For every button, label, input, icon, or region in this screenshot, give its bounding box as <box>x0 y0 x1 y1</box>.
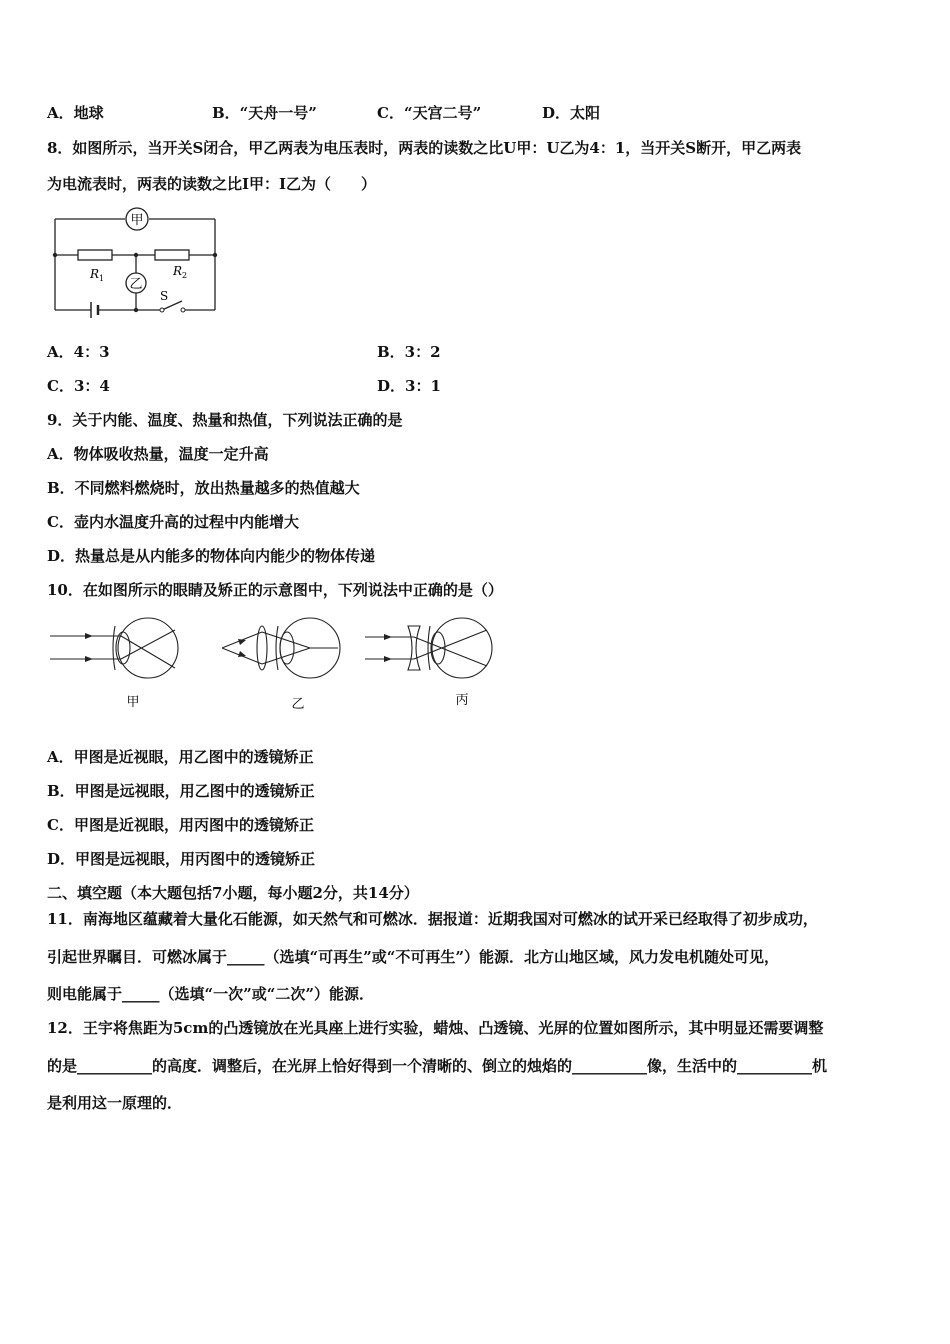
q8-stem-line1: 8．如图所示，当开关S闭合，甲乙两表为电压表时，两表的读数之比U甲：U乙为4：1，当开关S断开，甲乙两表 <box>47 139 802 157</box>
eye-label-jia: 甲 <box>126 695 140 710</box>
r1-sub-label: 1 <box>99 274 105 283</box>
q9-option-a: A．物体吸收热量，温度一定升高 <box>47 445 269 463</box>
r2-label: R <box>173 264 183 278</box>
switch-label: S <box>160 289 169 303</box>
q7-option-a: A．地球 <box>47 104 104 122</box>
q9-option-c: C．壶内水温度升高的过程中内能增大 <box>47 513 299 531</box>
q11-line3: 则电能属于_____（选填“一次”或“二次”）能源． <box>47 985 375 1003</box>
eye-label-bing: 丙 <box>455 693 469 708</box>
eye-diagram-bing <box>362 612 502 712</box>
q10-option-c: C．甲图是近视眼，用丙图中的透镜矫正 <box>47 816 314 834</box>
q10-stem: 10．在如图所示的眼睛及矫正的示意图中，下列说法中正确的是（） <box>47 581 503 599</box>
q12-line2: 的是__________的高度．调整后，在光屏上恰好得到一个清晰的、倒立的烛焰的__________像，生活中的__________机 <box>47 1057 828 1075</box>
eye-diagram-yi <box>220 612 360 712</box>
q8-option-c: C．3：4 <box>47 377 110 395</box>
q9-stem: 9．关于内能、温度、热量和热值，下列说法正确的是 <box>47 411 403 429</box>
q10-option-d: D．甲图是远视眼，用丙图中的透镜矫正 <box>47 850 316 868</box>
q11-line2: 引起世界瞩目．可燃冰属于_____（选填“可再生”或“不可再生”）能源．北方山地区域，风力发电机随处可见， <box>47 948 780 966</box>
q8-stem-line2: 为电流表时，两表的读数之比I甲：I乙为（ ） <box>47 175 377 193</box>
q7-option-b: B．“天舟一号” <box>212 104 317 122</box>
q10-option-b: B．甲图是远视眼，用乙图中的透镜矫正 <box>47 782 315 800</box>
section2-title: 二、填空题（本大题包括7小题，每小题2分，共14分） <box>47 884 419 902</box>
meter-yi-label: 乙 <box>129 277 143 292</box>
meter-jia-label: 甲 <box>130 213 144 228</box>
circuit-diagram <box>50 205 220 320</box>
q7-option-c: C．“天宫二号” <box>377 104 482 122</box>
q12-line3: 是利用这一原理的． <box>47 1094 183 1112</box>
q8-option-a: A．4：3 <box>47 343 110 361</box>
q9-option-b: B．不同燃料燃烧时，放出热量越多的热值越大 <box>47 479 360 497</box>
q10-option-a: A．甲图是近视眼，用乙图中的透镜矫正 <box>47 748 314 766</box>
q12-line1: 12．王宇将焦距为5cm的凸透镜放在光具座上进行实验，蜡烛、凸透镜、光屏的位置如图所示，其中明显还需要调整 <box>47 1019 824 1037</box>
r2-sub-label: 2 <box>182 271 188 280</box>
q8-option-d: D．3：1 <box>377 377 441 395</box>
q11-line1: 11．南海地区蕴藏着大量化石能源，如天然气和可燃冰．据报道：近期我国对可燃冰的试开采已经取得了初步成功， <box>47 910 818 928</box>
r1-label: R <box>90 267 100 281</box>
eye-label-yi: 乙 <box>291 697 305 712</box>
q8-option-b: B．3：2 <box>377 343 441 361</box>
q7-option-d: D．太阳 <box>542 104 601 122</box>
q9-option-d: D．热量总是从内能多的物体向内能少的物体传递 <box>47 547 376 565</box>
eye-diagram-jia <box>45 612 185 712</box>
